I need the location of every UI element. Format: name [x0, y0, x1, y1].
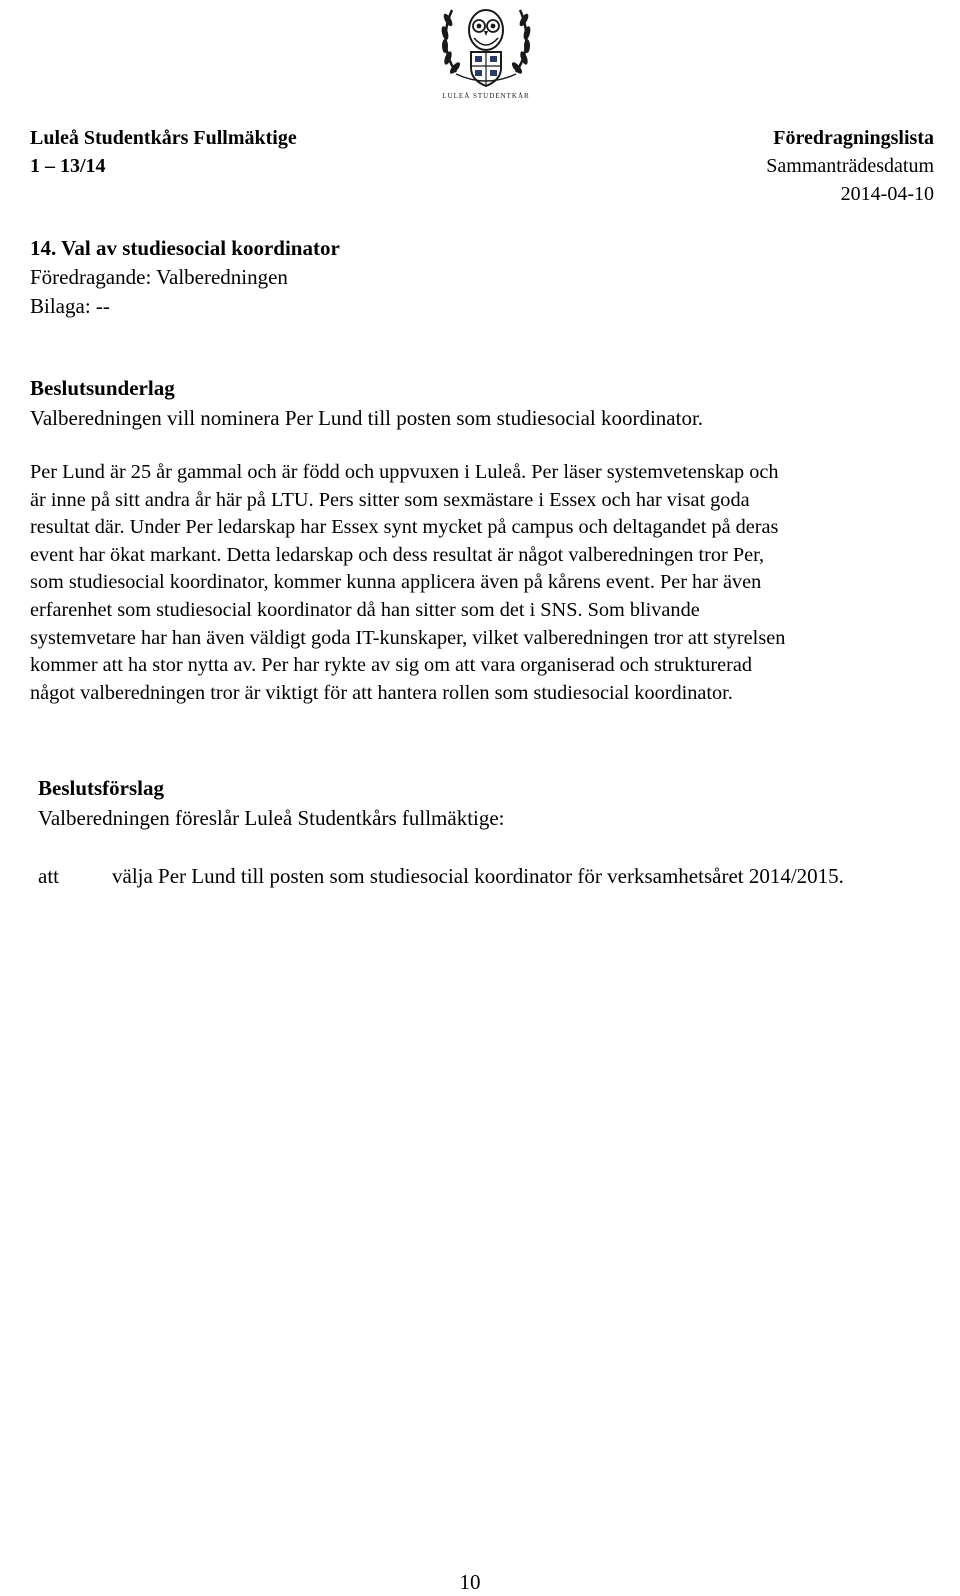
header-left — [30, 124, 297, 180]
paragraph-line: systemvetare har han även väldigt goda IT-kunskaper, vilket valberedningen tror att styrelsen — [30, 626, 786, 649]
document-type: Föredragningslista — [773, 127, 934, 149]
meeting-number: 1 – 13/14 — [30, 155, 106, 177]
paragraph-line: Per Lund är 25 år gammal och är född och uppvuxen i Luleå. Per läser systemvetenskap och — [30, 461, 779, 483]
paragraph-line: resultat där. Under Per ledarskap har Essex synt mycket på campus och deltagandet på deras — [30, 516, 779, 539]
paragraph-line: erfarenhet som studiesocial koordinator då han sitter som det i SNS. Som blivande — [30, 598, 700, 621]
paragraph-line: kommer att ha stor nytta av. Per har rykte av sig om att vara organiserad och strukturerad — [30, 654, 753, 677]
item-title: 14. Val av studiesocial koordinator — [30, 236, 340, 260]
svg-text:LULEÅ STUDENTKÅR: LULEÅ STUDENTKÅR — [442, 92, 530, 100]
item-presenter: Föredragande: Valberedningen — [30, 265, 288, 289]
paragraph-line: som studiesocial koordinator, kommer kunna applicera även på kårens event. Per har även — [30, 571, 762, 594]
paragraph-line: event har ökat markant. Detta ledarskap och dess resultat är något valberedningen tror Per, — [30, 543, 765, 566]
att-text: välja Per Lund till posten som studiesocial koordinator för verksamhetsåret 2014/2015. — [112, 864, 844, 888]
org-name: Luleå Studentkårs Fullmäktige — [30, 127, 297, 149]
basis-paragraph — [30, 459, 935, 707]
header-right — [766, 124, 934, 208]
luleå-studentkår-logo — [436, 0, 536, 102]
meeting-date: 2014-04-10 — [840, 183, 934, 205]
proposal-intro: Valberedningen föreslår Luleå Studentkårs fullmäktige: — [38, 806, 505, 830]
agenda-item — [30, 234, 340, 321]
basis-heading: Beslutsunderlag — [30, 376, 175, 400]
page-number: 10 — [459, 1570, 481, 1594]
paragraph-line: är inne på sitt andra år här på LTU. Pers sitter som sexmästare i Essex och har visat goda — [30, 488, 750, 511]
date-label: Sammanträdesdatum — [766, 155, 934, 177]
att-label: att — [38, 864, 59, 888]
basis-intro: Valberedningen vill nominera Per Lund till posten som studiesocial koordinator. — [30, 406, 704, 430]
proposal-heading: Beslutsförslag — [38, 776, 164, 800]
item-attachment: Bilaga: -- — [30, 294, 110, 318]
paragraph-line: något valberedningen tror är viktigt för att hantera rollen som studiesocial koordinator. — [30, 681, 733, 704]
